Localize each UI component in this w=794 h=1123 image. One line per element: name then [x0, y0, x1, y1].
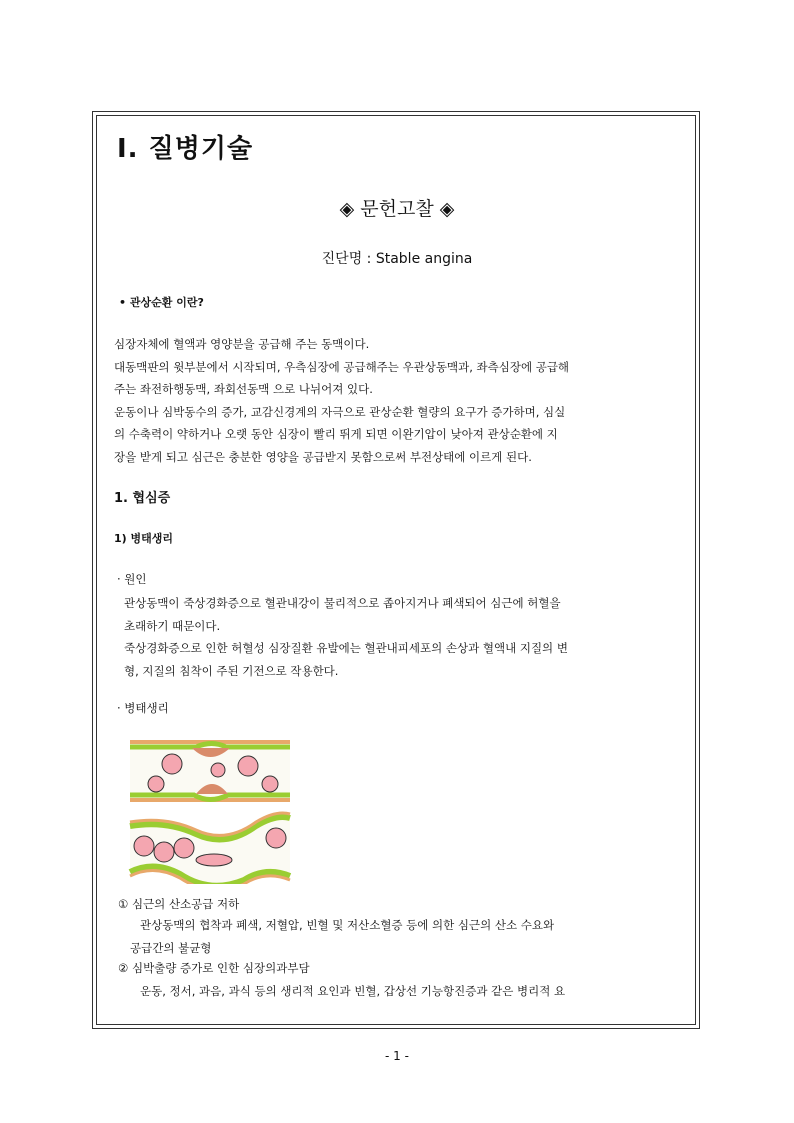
cause-line: 관상동맥이 죽상경화증으로 혈관내강이 물리적으로 좁아지거나 폐색되어 심근에 허혈을	[124, 596, 561, 610]
cause-line: 형, 지질의 침착이 주된 기전으로 작용한다.	[124, 663, 339, 678]
item-1-line-text: 공급간의 불균형	[130, 940, 212, 955]
heading-pathophysiology: 1) 병태생리	[114, 532, 174, 545]
item-2-line-text: 운동, 정서, 과음, 과식 등의 생리적 요인과 빈혈, 갑상선 기능항진증과 같은 병리적 요	[140, 984, 566, 998]
blood-cell	[174, 838, 194, 858]
blood-cell	[134, 836, 154, 856]
item-1-title: ① 심근의 산소공급 저하	[118, 897, 240, 911]
item-1-line	[118, 937, 680, 960]
question-heading: • 관상순환 이란?	[119, 296, 204, 309]
bullet-cause: · 원인	[117, 572, 147, 586]
blood-cell-squeezed	[196, 854, 232, 866]
intro-line: 의 수축력이 약하거나 오랫 동안 심장이 빨리 뛰게 되면 이완기압이 낮아져 관상순환에 지	[114, 427, 558, 441]
blood-cell	[148, 776, 164, 792]
blood-cell	[162, 754, 182, 774]
section-title: ◈ 문헌고찰 ◈	[339, 198, 455, 220]
page-number: - 1 -	[385, 1049, 409, 1063]
item-1-body	[118, 914, 680, 959]
artery-illustration	[126, 734, 296, 884]
intro-line: 대동맥판의 윗부분에서 시작되며, 우측심장에 공급해주는 우관상동맥과, 좌측심장에 공급해	[114, 359, 570, 374]
blood-cell	[211, 763, 225, 777]
chapter-title: Ⅰ. 질병기술	[117, 134, 254, 164]
bullet-pathophysiology: · 병태생리	[117, 701, 169, 715]
cause-line: 죽상경화증으로 인한 허혈성 심장질환 유발에는 혈관내피세포의 손상과 혈액내 지질의 변	[124, 641, 568, 655]
blood-cell	[262, 776, 278, 792]
blood-cell	[154, 842, 174, 862]
cause-paragraph	[124, 592, 680, 682]
intro-paragraph	[114, 333, 680, 468]
diagnosis-line: 진단명 : Stable angina	[321, 251, 473, 267]
item-2-line	[118, 980, 680, 1003]
intro-line: 주는 좌전하행동맥, 좌회선동맥 으로 나뉘어져 있다.	[114, 382, 373, 396]
item-2-title: ② 심박출량 증가로 인한 심장의과부담	[118, 961, 310, 975]
intro-line: 운동이나 심박동수의 증가, 교감신경계의 자극으로 관상순환 혈량의 요구가 증가하며, 심실	[114, 404, 566, 419]
cause-line: 초래하기 때문이다.	[124, 618, 221, 633]
heading-angina: 1. 협심증	[114, 491, 171, 506]
blood-cell	[238, 756, 258, 776]
item-1-line-text: 관상동맥의 협착과 폐색, 저혈압, 빈혈 및 저산소혈증 등에 의한 심근의 산소 수요와	[140, 918, 555, 932]
intro-line: 심장자체에 혈액과 영양분을 공급해 주는 동맥이다.	[114, 337, 370, 351]
intro-line: 장을 받게 되고 심근은 충분한 영양을 공급받지 못함으로써 부전상태에 이르게 된다.	[114, 449, 532, 464]
item-2-body	[118, 980, 680, 1003]
blood-cell	[266, 828, 286, 848]
item-1-line	[118, 914, 680, 937]
